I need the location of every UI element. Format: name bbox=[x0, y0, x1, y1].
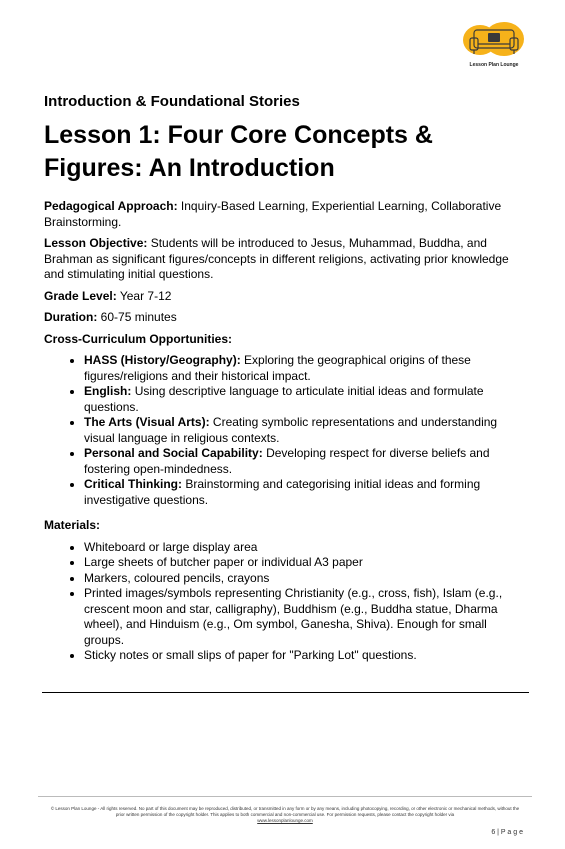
list-item: • Whiteboard or large display area bbox=[84, 540, 528, 556]
duration: Duration: 60-75 minutes bbox=[44, 310, 177, 324]
section-divider bbox=[42, 692, 529, 693]
lesson-objective: Lesson Objective: Students will be introduced to Jesus, Muhammad, Buddha, and Brahman as significant figures/concepts in different religions, activating prior knowledge and stimulating initial questions. bbox=[44, 236, 509, 281]
list-item: • Markers, coloured pencils, crayons bbox=[84, 571, 528, 587]
cross-curriculum-list bbox=[44, 353, 528, 508]
list-item: • Personal and Social Capability: Developing respect for diverse beliefs and fostering open-mindedness. bbox=[84, 446, 528, 477]
footer-website-link[interactable]: www.lessonplanlounge.com bbox=[257, 818, 313, 823]
cross-curriculum-heading: Cross-Curriculum Opportunities: bbox=[44, 331, 233, 346]
materials-list bbox=[44, 540, 528, 664]
materials-heading: Materials: bbox=[44, 518, 101, 532]
list-item: • HASS (History/Geography): Exploring the geographical origins of these figures/religions and their historical impact. bbox=[84, 353, 528, 384]
logo-text: Lesson Plan Lounge bbox=[469, 62, 519, 68]
footer-copyright: © Lesson Plan Lounge - All rights reserved. No part of this document may be reproduced, distributed, or transmitted in any form or by any means, including photocopying, recording, or other electronic or mechanical methods, without the prior written permission of the copyright holder. This applies to both commercial and non-commercial use. For permission requests, please contact the copyright holder via www.lessonplanlounge.com bbox=[50, 806, 520, 823]
lesson-content bbox=[44, 199, 528, 674]
section-label: Introduction & Foundational Stories bbox=[44, 93, 300, 110]
list-item: • Critical Thinking: Brainstorming and categorising initial ideas and forming investigative questions. bbox=[84, 477, 528, 508]
list-item: • The Arts (Visual Arts): Creating symbolic representations and understanding visual language in religious contexts. bbox=[84, 415, 528, 446]
logo bbox=[462, 20, 526, 72]
lounge-sofa-icon bbox=[462, 20, 526, 64]
list-item: • Large sheets of butcher paper or individual A3 paper bbox=[84, 555, 528, 571]
grade-level: Grade Level: Year 7-12 bbox=[44, 288, 172, 303]
list-item: • Sticky notes or small slips of paper for "Parking Lot" questions. bbox=[84, 648, 528, 664]
lesson-title: Lesson 1: Four Core Concepts & Figures: An Introduction bbox=[44, 121, 433, 182]
list-item: • English: Using descriptive language to articulate initial ideas and formulate questions. bbox=[84, 384, 528, 415]
pedagogical-approach: Pedagogical Approach: Inquiry-Based Learning, Experiential Learning, Collaborative Brainstorming. bbox=[44, 199, 502, 229]
footer-divider bbox=[38, 796, 532, 797]
page-number: 6 | P a g e bbox=[491, 829, 523, 836]
list-item: • Printed images/symbols representing Christianity (e.g., cross, fish), Islam (e.g., crescent moon and star, calligraphy), Buddhism (e.g., Buddha statue, Dharma wheel), and Hinduism (e.g., Om symbol, Ganesha, Shiva). Enough for small groups. bbox=[84, 586, 528, 648]
